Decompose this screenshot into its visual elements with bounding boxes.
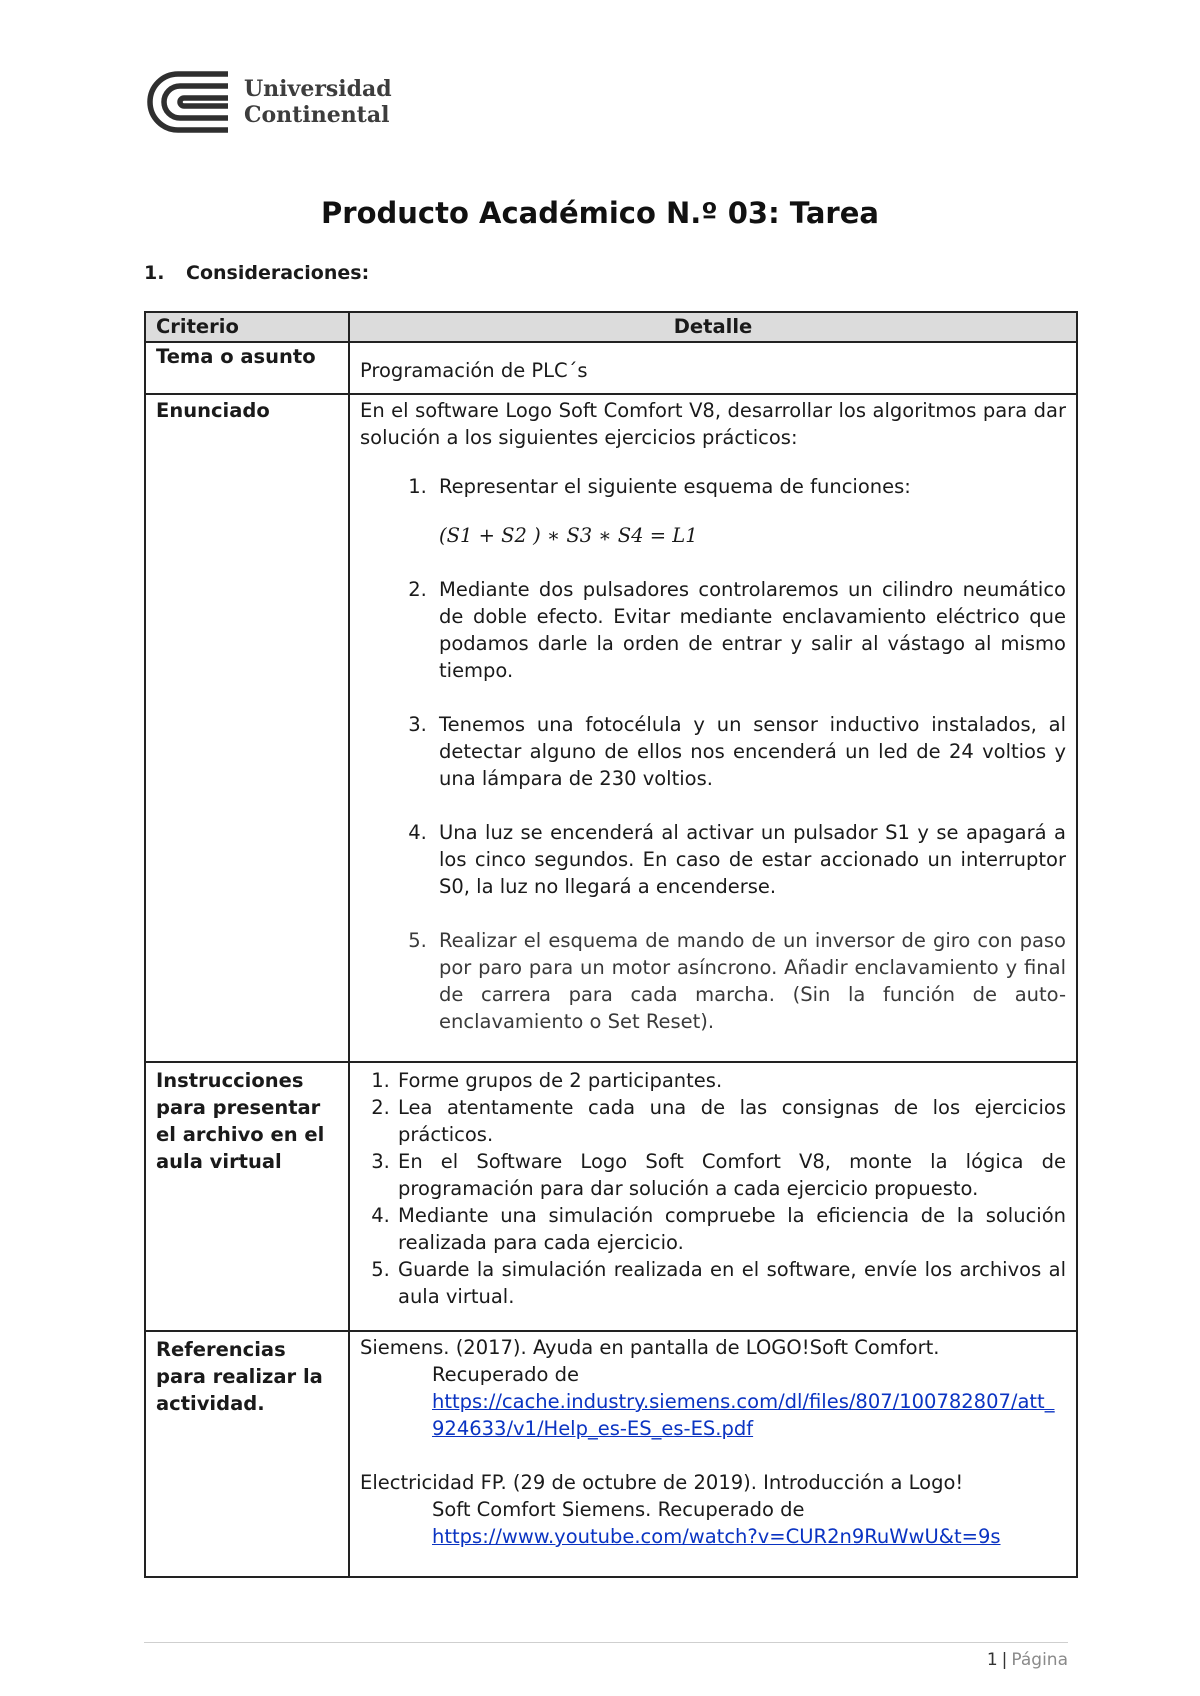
header-detail: Detalle xyxy=(349,312,1077,342)
reference-1-link[interactable]: https://cache.industry.siemens.com/dl/files/807/100782807/att_924633/v1/Help_es-ES_es-ES.pdf xyxy=(432,1390,1055,1440)
reference-2 xyxy=(360,1469,1066,1550)
exercise-text: Representar el siguiente esquema de funciones: xyxy=(439,475,911,498)
page-label: Página xyxy=(1011,1650,1068,1670)
row-referencias xyxy=(145,1331,1077,1577)
exercise-item xyxy=(433,473,1066,549)
tema-value: Programación de PLC´s xyxy=(349,342,1077,394)
reference-1-recovered: Recuperado de xyxy=(432,1363,579,1386)
instruction-item: 3. En el Software Logo Soft Comfort V8, monte la lógica de programación para dar solución a cada ejercicio propuesto. xyxy=(396,1148,1066,1202)
row-instrucciones xyxy=(145,1062,1077,1331)
reference-1-text: Siemens. (2017). Ayuda en pantalla de LOGO!Soft Comfort. xyxy=(360,1336,940,1359)
logo-line-1: Universidad xyxy=(244,76,392,102)
formula: (S1 + S2 ) ∗ S3 ∗ S4 = L1 xyxy=(439,524,698,547)
exercise-item: 2. Mediante dos pulsadores controlaremos un cilindro neumático de doble efecto. Evitar mediante enclavamiento eléctrico que podamos darle la orden de entrar y salir al vástago al mismo tiempo. xyxy=(433,576,1066,684)
page-footer: 1 | Página xyxy=(986,1650,1068,1670)
criteria-table xyxy=(144,311,1078,1578)
section-number: 1. xyxy=(144,262,165,284)
header-criterion: Criterio xyxy=(145,312,349,342)
exercise-list xyxy=(360,473,1066,1035)
university-logo-icon xyxy=(144,70,230,134)
enunciado-label: Enunciado xyxy=(145,394,349,1062)
referencias-label: Referencias para realizar la actividad. xyxy=(145,1331,349,1577)
reference-2-text-cont: Soft Comfort Siemens. Recuperado de xyxy=(432,1498,805,1521)
table-header-row xyxy=(145,312,1077,342)
exercise-item: 5. Realizar el esquema de mando de un inversor de giro con paso por paro para un motor asíncrono. Añadir enclavamiento y final de carrera para cada marcha. (Sin la función de auto-enclavamiento o Set Reset). xyxy=(433,927,1066,1035)
instruction-item: 5. Guarde la simulación realizada en el software, envíe los archivos al aula virtual. xyxy=(396,1256,1066,1310)
reference-1 xyxy=(360,1334,1066,1442)
enunciado-detail xyxy=(349,394,1077,1062)
exercise-item: 4. Una luz se encenderá al activar un pulsador S1 y se apagará a los cinco segundos. En caso de estar accionado un interruptor S0, la luz no llegará a encenderse. xyxy=(433,819,1066,900)
instruction-item: 1. Forme grupos de 2 participantes. xyxy=(396,1067,1066,1094)
instruction-list xyxy=(360,1067,1066,1310)
instruction-item: 4. Mediante una simulación compruebe la eficiencia de la solución realizada para cada ejercicio. xyxy=(396,1202,1066,1256)
reference-2-text: Electricidad FP. (29 de octubre de 2019). Introducción a Logo! xyxy=(360,1471,964,1494)
logo-line-2: Continental xyxy=(244,102,390,128)
enunciado-intro: En el software Logo Soft Comfort V8, desarrollar los algoritmos para dar solución a los siguientes ejercicios prácticos: xyxy=(360,399,1066,449)
instruction-item: 2. Lea atentamente cada una de las consignas de los ejercicios prácticos. xyxy=(396,1094,1066,1148)
row-tema xyxy=(145,342,1077,394)
row-enunciado xyxy=(145,394,1077,1062)
instrucciones-detail xyxy=(349,1062,1077,1331)
instrucciones-label: Instrucciones para presentar el archivo en el aula virtual xyxy=(145,1062,349,1331)
footer-divider xyxy=(144,1642,1068,1643)
exercise-item: 3. Tenemos una fotocélula y un sensor inductivo instalados, al detectar alguno de ellos nos encenderá un led de 24 voltios y una lámpara de 230 voltios. xyxy=(433,711,1066,792)
referencias-detail xyxy=(349,1331,1077,1577)
university-logo xyxy=(144,70,392,134)
page-title: Producto Académico N.º 03: Tarea xyxy=(321,196,879,230)
tema-label: Tema o asunto xyxy=(145,342,349,394)
section-label: Consideraciones: xyxy=(186,262,370,284)
section-heading xyxy=(144,262,369,284)
page-number: 1 xyxy=(986,1650,998,1670)
reference-2-link[interactable]: https://www.youtube.com/watch?v=CUR2n9RuWwU&t=9s xyxy=(432,1525,1001,1548)
